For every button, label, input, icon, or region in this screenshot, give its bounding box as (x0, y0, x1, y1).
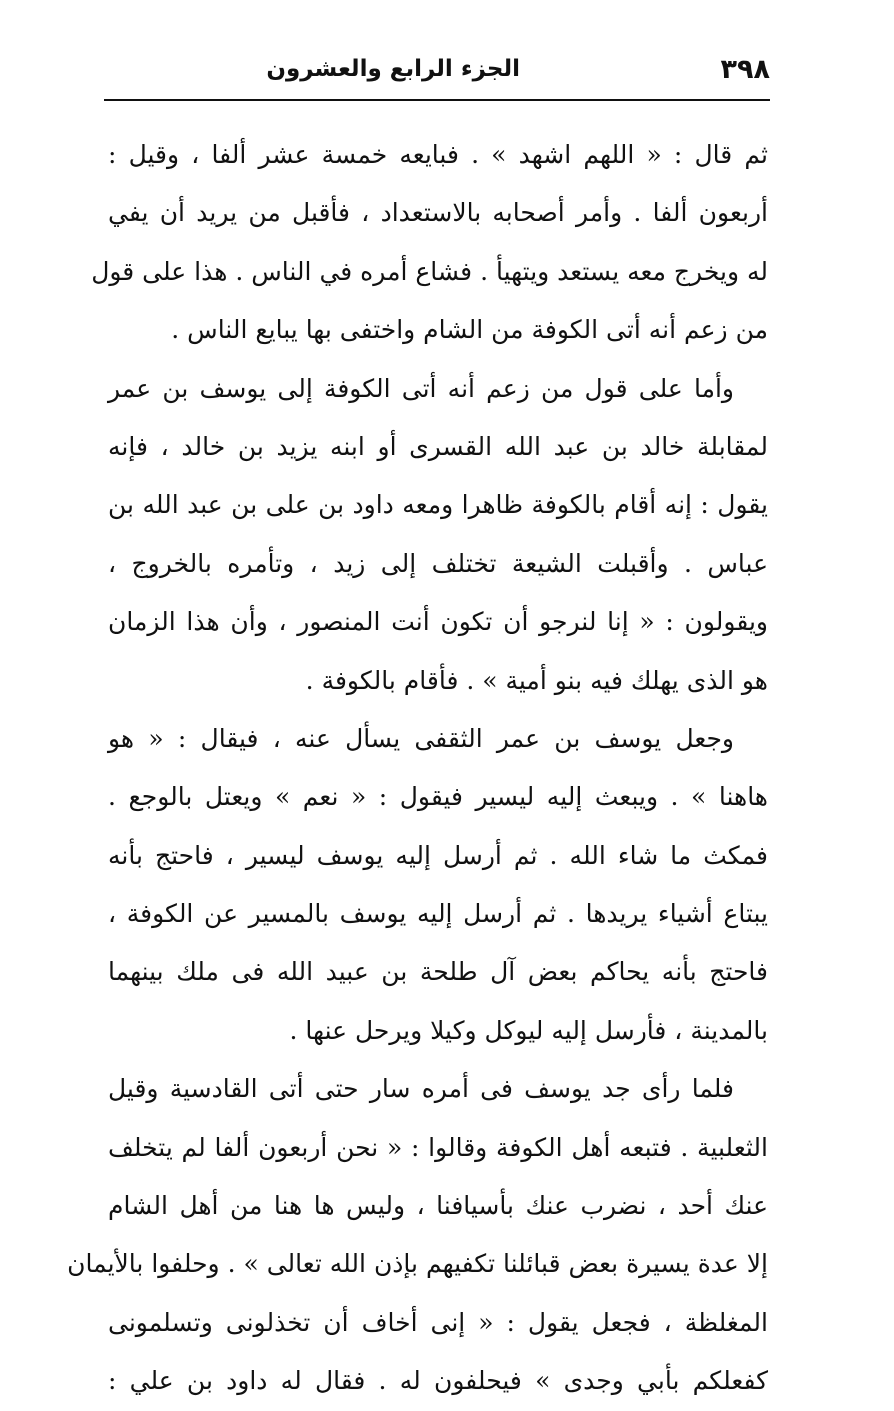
text-line: فمكث ما شاء الله . ثم أرسل إليه يوسف ليسير ، فاحتج بأنه (108, 840, 768, 870)
text-line: بالمدينة ، فأرسل إليه ليوكل وكيلا ويرحل عنها . (289, 1015, 768, 1045)
text-line: هو الذى يهلك فيه بنو أمية » . فأقام بالكوفة . (305, 665, 768, 695)
text-line: الثعلبية . فتبعه أهل الكوفة وقالوا : « نحن أربعون ألفا لم يتخلف (108, 1132, 768, 1162)
text-line: لمقابلة خالد بن عبد الله القسرى أو ابنه يزيد بن خالد ، فإنه (108, 431, 768, 461)
text-line: له ويخرج معه يستعد ويتهيأ . فشاع أمره في الناس . هذا على قول (91, 256, 768, 286)
text-line: من زعم أنه أتى الكوفة من الشام واختفى بها يبايع الناس . (171, 315, 768, 345)
page-header (104, 50, 770, 96)
text-line: عنك أحد ، نضرب عنك بأسيافنا ، وليس ها هنا من أهل الشام (108, 1191, 768, 1221)
text-line: يبتاع أشياء يريدها . ثم أرسل إليه يوسف بالمسير عن الكوفة ، (108, 899, 768, 929)
text-line: المغلظة ، فجعل يقول : « إنى أخاف أن تخذلونى وتسلمونى (108, 1307, 768, 1337)
text-line: هاهنا » . ويبعث إليه ليسير فيقول : « نعم » ويعتل بالوجع . (108, 782, 768, 812)
text-line: إلا عدة يسيرة بعض قبائلنا تكفيهم بإذن الله تعالى » . وحلفوا بالأيمان (67, 1249, 768, 1279)
text-line: وجعل يوسف بن عمر الثقفى يسأل عنه ، فيقال : « هو (108, 723, 734, 753)
text-line: ثم قال : « اللهم اشهد » . فبايعه خمسة عشر ألفا ، وقيل : (108, 140, 768, 169)
text-line: كفعلكم بأبي وجدى » فيحلفون له . فقال له داود بن علي : (108, 1366, 768, 1396)
running-title: الجزء الرابع والعشرون (266, 56, 520, 82)
text-line: فلما رأى جد يوسف فى أمره سار حتى أتى القادسية وقيل (108, 1074, 734, 1104)
page-number: ٣٩٨ (720, 54, 770, 85)
text-line: فاحتج بأنه يحاكم بعض آل طلحة بن عبيد الله فى ملك بينهما (108, 957, 768, 987)
text-line: يقول : إنه أقام بالكوفة ظاهرا ومعه داود بن على بن عبد الله بن (108, 490, 768, 520)
text-line: وأما على قول من زعم أنه أتى الكوفة إلى يوسف بن عمر (108, 373, 734, 403)
text-line: عباس . وأقبلت الشيعة تختلف إلى زيد ، وتأمره بالخروج ، (108, 548, 768, 578)
text-line: أربعون ألفا . وأمر أصحابه بالاستعداد ، فأقبل من يريد أن يفي (108, 198, 768, 228)
body-text (67, 126, 768, 1411)
text-line: ويقولون : « إنا لنرجو أن تكون أنت المنصور ، وأن هذا الزمان (108, 607, 768, 637)
header-divider (104, 99, 770, 101)
